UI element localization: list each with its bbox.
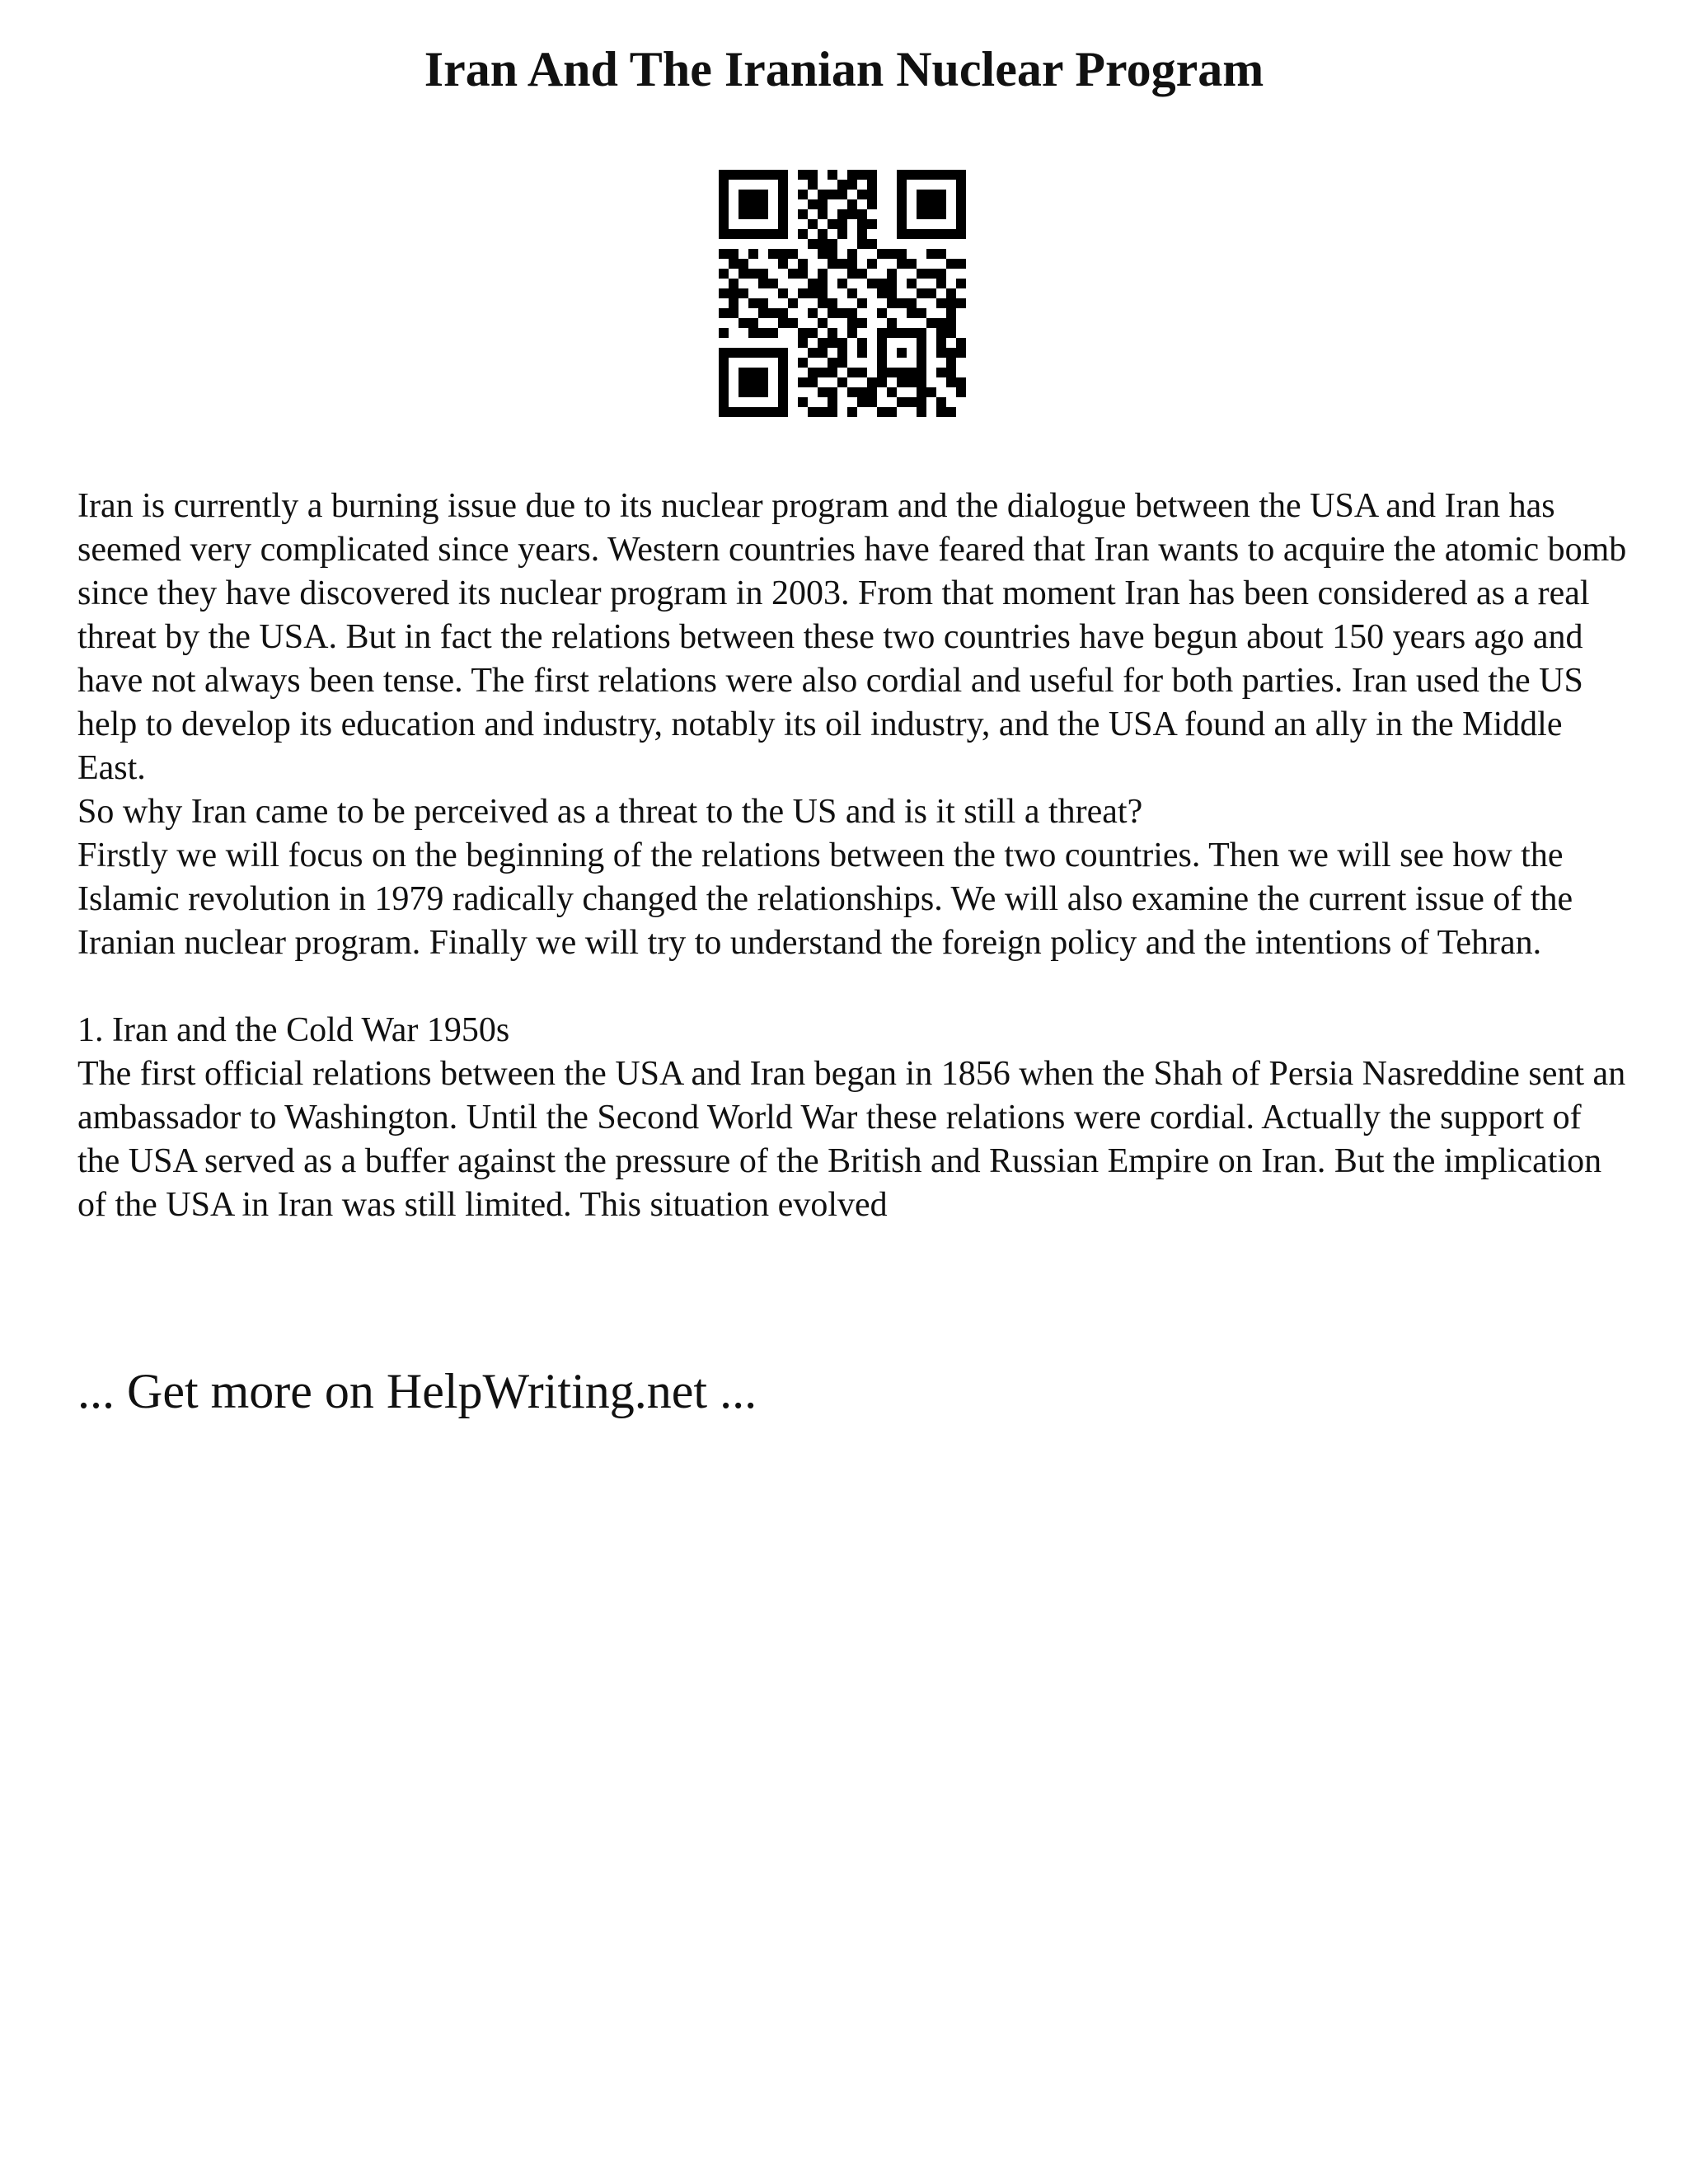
- get-more-link[interactable]: ... Get more on HelpWriting.net ...: [77, 1364, 757, 1418]
- qr-code-icon: [719, 170, 966, 417]
- document-title: Iran And The Iranian Nuclear Program: [424, 42, 1264, 96]
- document-body-text: Iran is currently a burning issue due to its nuclear program and the dialogue between the USA and Iran has seemed very complicated since years. Western countries have feared that Iran wants to acquire the atomic bomb since they have discovered its nuclear program in 2003. From that moment Iran has been considered as a real threat by the USA. But in fact the relations between these two countries have begun about 150 years ago and have not always been tense. The first relations were also cordial and useful for both parties. Iran used the US help to develop its education and industry, notably its oil industry, and the USA found an ally in the Middle East. So why Iran came to be perceived as a threat to the US and is it still a threat? Firstly we will focus on the beginning of the relations between the two countries. Then we will see how the Islamic revolution in 1979 radically changed the relationships. We will also examine the current issue of the Iranian nuclear program. Finally we will try to understand the foreign policy and the intentions of Tehran. 1. Iran and the Cold War 1950s The first official relations between the USA and Iran began in 1856 when the Shah of Persia Nasreddine sent an ambassador to Washington. Until the Second World War these relations were cordial. Actually the support of the USA served as a buffer against the pressure of the British and Russian Empire on Iran. But the implication of the USA in Iran was still limited. This situation evolved: [77, 487, 1627, 1224]
